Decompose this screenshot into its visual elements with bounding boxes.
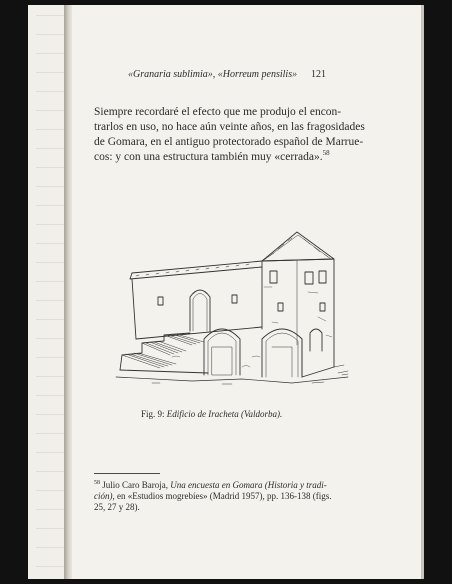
footnote-source: en «Estudios mogrebíes» (Madrid 1957), pp. 136-138 (figs. <box>117 491 332 501</box>
running-head: «Granaria sublimia», «Horreum pensilis» <box>128 69 298 80</box>
footnote-line-2 <box>94 491 389 502</box>
page-number: 121 <box>311 69 326 80</box>
body-line-1: Siempre recordaré el efecto que me produjo el encon- <box>94 106 342 118</box>
figure-caption <box>141 409 282 419</box>
caption-label: Fig. 9: <box>141 409 165 419</box>
footnote-title-2: ción), <box>94 491 115 501</box>
caption-title: Edificio de Iracheta <box>166 409 239 419</box>
footnote-line-3: 25, 27 y 28). <box>94 502 140 512</box>
footnote-reference: 58 <box>322 149 330 158</box>
book-page <box>72 5 421 579</box>
body-line-4-text: cos: y con una estructura también muy «cerrada». <box>94 151 323 163</box>
page-edge <box>421 5 424 579</box>
facing-page-show-through <box>36 5 66 579</box>
facing-page-edge <box>28 5 68 579</box>
body-paragraph <box>94 105 404 165</box>
body-line-4 <box>94 150 404 165</box>
body-line-3: de Gomara, en el antiguo protectorado español de Marrue- <box>94 136 364 148</box>
footnote-author: Julio Caro Baroja, <box>102 480 168 490</box>
footnote <box>94 480 389 513</box>
building-illustration <box>112 227 368 387</box>
footnote-number: 58 <box>94 480 100 486</box>
caption-place: (Valdorba). <box>241 409 283 419</box>
footnote-line-1 <box>94 480 389 491</box>
footnote-rule <box>94 473 160 474</box>
footnote-title-1: Una encuesta en Gomara (Historia y tradi- <box>170 480 327 490</box>
body-line-2: trarlos en uso, no hace aún veinte años, en las fragosidades <box>94 121 365 133</box>
